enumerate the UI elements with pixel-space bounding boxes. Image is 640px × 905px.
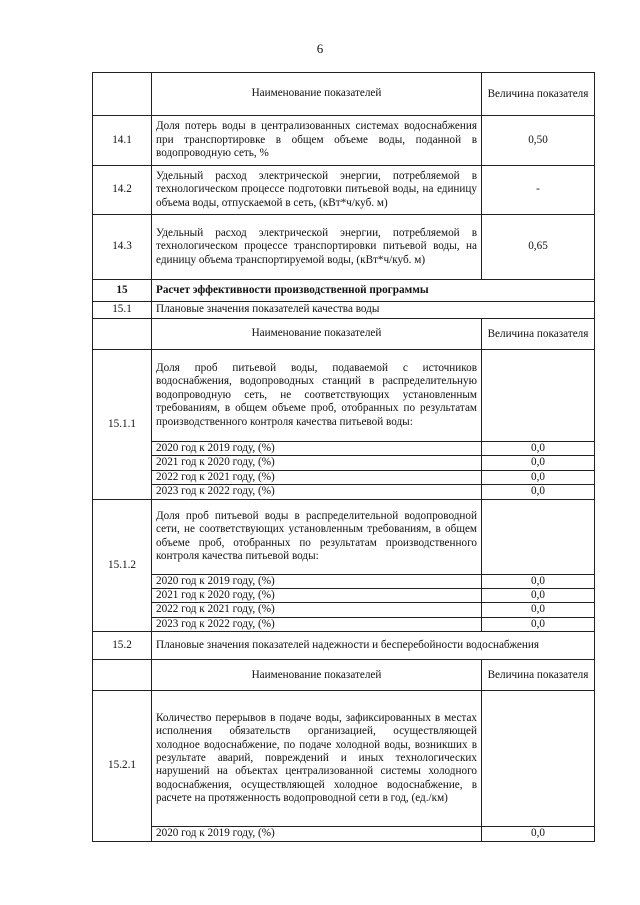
- header-value-cell: Величина показателя: [482, 319, 595, 350]
- row-number: 14.1: [93, 116, 152, 166]
- row-number: 15.1.1: [93, 350, 152, 500]
- section-title: Расчет эффективности производственной программы: [152, 280, 595, 302]
- header-num-cell: [93, 73, 152, 116]
- year-value: 0,0: [482, 442, 595, 456]
- year-value: 0,0: [482, 603, 595, 617]
- row-value: 0,50: [482, 116, 595, 166]
- year-row: [93, 456, 595, 470]
- year-row: [93, 442, 595, 456]
- row-number: 14.2: [93, 166, 152, 215]
- year-row: [93, 603, 595, 617]
- year-value: 0,0: [482, 574, 595, 588]
- table-row: [93, 350, 595, 442]
- year-row: [93, 574, 595, 588]
- row-text: Доля потерь воды в централизованных системах водоснабжения при транспортировке в общем объеме воды, поданной в водопроводную сеть, %: [152, 116, 482, 166]
- section-row: [93, 302, 595, 319]
- table-row: [93, 499, 595, 574]
- year-value: 0,0: [482, 827, 595, 841]
- row-text: Количество перерывов в подаче воды, зафиксированных в местах исполнения обязательств организацией, осуществляющей холодное водоснабжение, по подаче холодной воды, возникших в результате аварий, повреждений и иных технологических нарушений на объектах централизованной системы холодного водоснабжения, осуществляющей холодное водоснабжение, в расчете на протяженность водопроводной сети в год, (ед./км): [152, 691, 482, 827]
- section-number: 15.1: [93, 302, 152, 319]
- year-value: 0,0: [482, 485, 595, 499]
- year-label: 2022 год к 2021 году, (%): [152, 603, 482, 617]
- year-value: 0,0: [482, 589, 595, 603]
- indicators-table: [92, 72, 595, 842]
- row-text: Доля проб питьевой воды в распределительной водопроводной сети, не соответствующих установленным требованиям, в общем объеме проб, отобранных по результатам производственного контроля качества питьевой воды:: [152, 499, 482, 574]
- year-label: 2023 год к 2022 году, (%): [152, 617, 482, 631]
- table-row: [93, 215, 595, 280]
- row-text: Удельный расход электрической энергии, потребляемой в технологическом процессе подготовки питьевой воды, на единицу объема воды, отпускаемой в сеть, (кВт*ч/куб. м): [152, 166, 482, 215]
- header-num-cell: [93, 319, 152, 350]
- year-row: [93, 827, 595, 841]
- section-title: Плановые значения показателей качества воды: [152, 302, 595, 319]
- year-label: 2020 год к 2019 году, (%): [152, 442, 482, 456]
- year-label: 2021 год к 2020 году, (%): [152, 589, 482, 603]
- header-num-cell: [93, 660, 152, 691]
- row-text: Доля проб питьевой воды, подаваемой с источников водоснабжения, водопроводных станций в распределительную водопроводную сеть, не соответствующих установленным требованиям, в общем объеме проб, отобранных по результатам производственного контроля качества питьевой воды:: [152, 350, 482, 442]
- year-row: [93, 470, 595, 484]
- row-text: Удельный расход электрической энергии, потребляемой в технологическом процессе транспортировки питьевой воды, на единицу объема транспортируемой воды, (кВт*ч/куб. м): [152, 215, 482, 280]
- year-label: 2020 год к 2019 году, (%): [152, 827, 482, 841]
- header-name-cell: Наименование показателей: [152, 660, 482, 691]
- row-value: [482, 691, 595, 827]
- row-number: 15.2.1: [93, 691, 152, 841]
- year-value: 0,0: [482, 456, 595, 470]
- page-number: 6: [316, 41, 324, 56]
- section-row: [93, 632, 595, 660]
- year-row: [93, 589, 595, 603]
- row-number: 15.1.2: [93, 499, 152, 632]
- year-label: 2021 год к 2020 году, (%): [152, 456, 482, 470]
- table-header-row: [93, 73, 595, 116]
- year-value: 0,0: [482, 470, 595, 484]
- section-row: [93, 280, 595, 302]
- section-number: 15: [93, 280, 152, 302]
- table-row: [93, 116, 595, 166]
- table-header-row: [93, 660, 595, 691]
- row-value: -: [482, 166, 595, 215]
- header-value-cell: Величина показателя: [482, 660, 595, 691]
- section-title: Плановые значения показателей надежности и бесперебойности водоснабжения: [152, 632, 595, 660]
- row-value: 0,65: [482, 215, 595, 280]
- table-header-row: [93, 319, 595, 350]
- year-row: [93, 485, 595, 499]
- year-label: 2022 год к 2021 году, (%): [152, 470, 482, 484]
- table-row: [93, 691, 595, 827]
- header-value-cell: Величина показателя: [482, 73, 595, 116]
- header-name-cell: Наименование показателей: [152, 319, 482, 350]
- table-row: [93, 166, 595, 215]
- header-name-cell: Наименование показателей: [152, 73, 482, 116]
- year-label: 2020 год к 2019 году, (%): [152, 574, 482, 588]
- year-row: [93, 617, 595, 631]
- section-number: 15.2: [93, 632, 152, 660]
- year-value: 0,0: [482, 617, 595, 631]
- row-value: [482, 499, 595, 574]
- row-value: [482, 350, 595, 442]
- row-number: 14.3: [93, 215, 152, 280]
- year-label: 2023 год к 2022 году, (%): [152, 485, 482, 499]
